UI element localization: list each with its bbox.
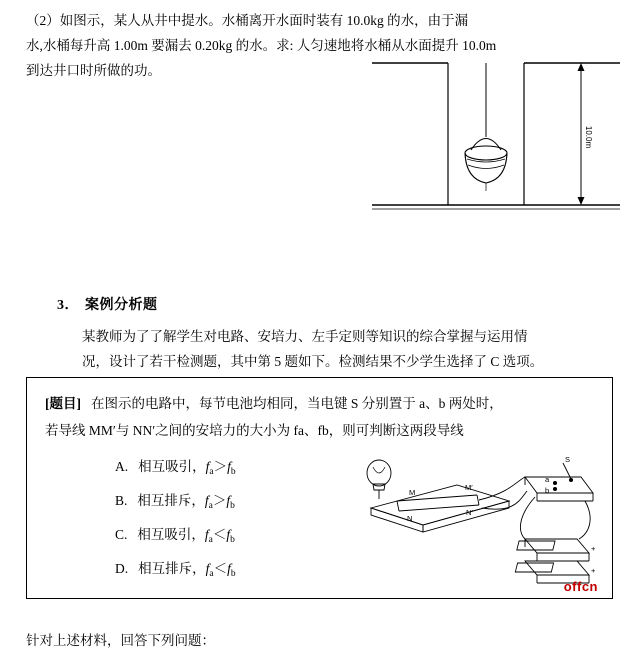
option-d-letter: D. [115,561,129,576]
section-3-body [26,324,616,374]
problem-stem-text-1: 在图示的电路中，每节电池均相同，当电键 S 分别置于 a、b 两处时， [91,396,503,411]
option-a-f-left: f [205,459,210,474]
option-c [115,519,236,553]
circuit-label-b: b [545,486,550,495]
circuit-label-a: a [545,475,550,484]
option-d-sub-left: a [209,569,214,579]
option-a-sub-right: b [230,467,236,477]
option-d-text: 相互排斥， [138,561,206,576]
section-3-heading [57,294,158,314]
option-d-sub-right: b [230,569,236,579]
well-diagram-svg [372,55,620,220]
option-a [115,451,236,485]
problem-stem-line-2: 若导线 MM′与 NN′之间的安培力的大小为 fa、fb，则可判断这两段导线 [45,423,464,438]
option-a-sub-left: a [209,467,214,477]
circuit-label-n-prime: N′ [466,508,473,517]
option-b-sub-right: b [230,501,235,511]
option-d-f-left: f [205,561,210,576]
circuit-label-m: M [409,488,416,497]
option-a-f-right: f [227,459,231,474]
option-b-f-left: f [204,493,209,508]
problem-box [26,377,613,599]
option-b-sub-left: a [208,501,213,511]
option-c-text: 相互吸引， [137,527,205,542]
problem-stem-line-1 [45,390,590,417]
circuit-label-plus-2: + [591,566,596,575]
option-b-text: 相互排斥， [137,493,205,508]
section-3-title: 案例分析题 [85,298,158,313]
option-c-sub-left: a [208,535,213,545]
question-2-line-1: （2）如图示，某人从井中提水。水桶离开水面时装有 10.0kg 的水，由于漏 [26,13,469,28]
section-3-line-1: 某教师为了了解学生对电路、安培力、左手定则等知识的综合掌握与运用情 [82,329,528,344]
option-c-sub-right: b [230,535,235,545]
problem-stem [45,390,590,444]
question-2-line-3: 到达井口时所做的功。 [26,63,161,78]
option-d-op: ＜ [213,561,228,576]
well-bucket-figure [372,55,620,220]
question-2-line-2: 水,水桶每升高 1.00m 要漏去 0.20kg 的水。求: 人匀速地将水桶从水面提升 10.0m [26,38,497,53]
option-b-f-right: f [226,493,231,508]
section-3-line-2: 况，设计了若干检测题，其中第 5 题如下。检测结果不少学生选择了 C 选项。 [82,354,544,369]
option-a-text: 相互吸引， [138,459,206,474]
footer-prompt: 针对上述材料，回答下列问题： [26,633,215,648]
problem-options [115,451,236,587]
option-a-op: ＞ [213,459,228,474]
option-c-letter: C. [115,527,128,542]
option-c-f-right: f [226,527,231,542]
circuit-label-switch: S [565,455,571,464]
circuit-label-m-prime: M′ [465,483,473,492]
option-b [115,485,236,519]
well-depth-label: 10.0m [584,125,593,149]
option-d [115,553,236,587]
option-b-op: ＞ [212,493,227,508]
option-d-f-right: f [227,561,231,576]
circuit-figure [349,453,599,588]
option-a-letter: A. [115,459,129,474]
option-c-f-left: f [204,527,209,542]
circuit-label-n: N [407,514,413,523]
problem-tag: [题目] [45,396,81,411]
circuit-diagram-svg [349,453,599,588]
offcn-watermark: offcn [563,579,598,594]
circuit-label-plus-1: + [591,544,596,553]
option-c-op: ＜ [212,527,227,542]
option-b-letter: B. [115,493,128,508]
section-3-number: 3． [57,298,79,313]
